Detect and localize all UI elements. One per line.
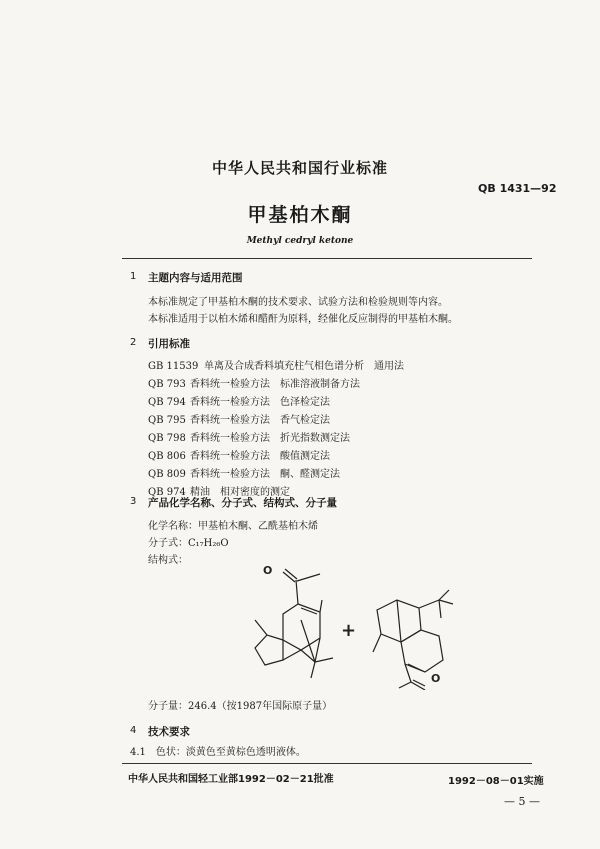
standard-ref-row <box>148 429 350 444</box>
document-subtitle: Methyl cedryl ketone <box>246 236 354 246</box>
top-rule <box>122 258 532 259</box>
section-4-number: 4 <box>130 725 137 736</box>
section-1-line-1: 本标准规定了甲基柏木酮的技术要求、试验方法和检验规则等内容。 <box>148 297 448 308</box>
standard-ref-code: QB 794 <box>148 397 186 408</box>
structure-label: 结构式： <box>148 555 188 566</box>
standard-ref-row <box>148 411 330 426</box>
section-3-title: 产品化学名称、分子式、结构式、分子量 <box>148 497 337 509</box>
molecular-formula: 分子式：C₁₇H₂₆O <box>148 538 229 549</box>
implementation-date: 1992－08－01实施 <box>448 776 544 787</box>
section-2-number: 2 <box>130 337 137 348</box>
oxygen-label-top: O <box>263 564 273 577</box>
page-number: — 5 — <box>504 795 540 808</box>
structural-formula <box>225 560 475 690</box>
standard-ref-desc: 香料统一检验方法 色泽检定法 <box>190 397 330 408</box>
standard-ref-code: QB 798 <box>148 433 186 444</box>
section-4-1: 4.1 色状：淡黄色至黄棕色透明液体。 <box>130 747 306 758</box>
standard-ref-desc: 香料统一检验方法 香气检定法 <box>190 415 330 426</box>
chemical-name: 化学名称：甲基柏木酮、乙酰基柏木烯 <box>148 521 318 532</box>
plus-sign: + <box>341 620 357 641</box>
standard-ref-code: QB 974 <box>148 487 186 498</box>
section-1-title: 主题内容与适用范围 <box>148 272 243 284</box>
standard-ref-desc: 香料统一检验方法 标准溶液制备方法 <box>190 379 360 390</box>
standard-ref-desc: 香料统一检验方法 酮、醛测定法 <box>190 469 340 480</box>
section-2-title: 引用标准 <box>148 338 190 350</box>
standard-ref-desc: 精油 相对密度的测定 <box>190 487 290 498</box>
bottom-rule <box>122 763 532 764</box>
section-1-number: 1 <box>130 271 137 282</box>
molecular-weight: 分子量：246.4（按1987年国际原子量） <box>148 701 333 712</box>
standard-ref-code: QB 809 <box>148 469 186 480</box>
standard-ref-row <box>148 465 340 480</box>
standard-ref-code: QB 795 <box>148 415 186 426</box>
standard-ref-desc: 香料统一检验方法 酸值测定法 <box>190 451 330 462</box>
standard-ref-row <box>148 447 330 462</box>
standard-ref-row <box>148 393 330 408</box>
standard-ref-row <box>148 357 404 372</box>
standard-code: QB 1431—92 <box>478 182 557 195</box>
section-3-number: 3 <box>130 496 137 507</box>
oxygen-label-bottom: O <box>431 672 441 685</box>
standard-ref-desc: 单离及合成香料填充柱气相色谱分析 通用法 <box>204 361 404 372</box>
standard-ref-row <box>148 375 360 390</box>
standard-ref-desc: 香料统一检验方法 折光指数测定法 <box>190 433 350 444</box>
standard-ref-code: QB 806 <box>148 451 186 462</box>
standard-header: 中华人民共和国行业标准 <box>211 159 388 177</box>
standard-ref-code: GB 11539 <box>148 361 199 372</box>
standard-ref-code: QB 793 <box>148 379 186 390</box>
document-title: 甲基柏木酮 <box>247 204 353 226</box>
approval-line: 中华人民共和国轻工业部1992－02－21批准 <box>128 774 334 785</box>
section-4-title: 技术要求 <box>148 726 190 738</box>
section-1-line-2: 本标准适用于以柏木烯和醋酐为原料，经催化反应制得的甲基柏木酮。 <box>148 314 458 325</box>
